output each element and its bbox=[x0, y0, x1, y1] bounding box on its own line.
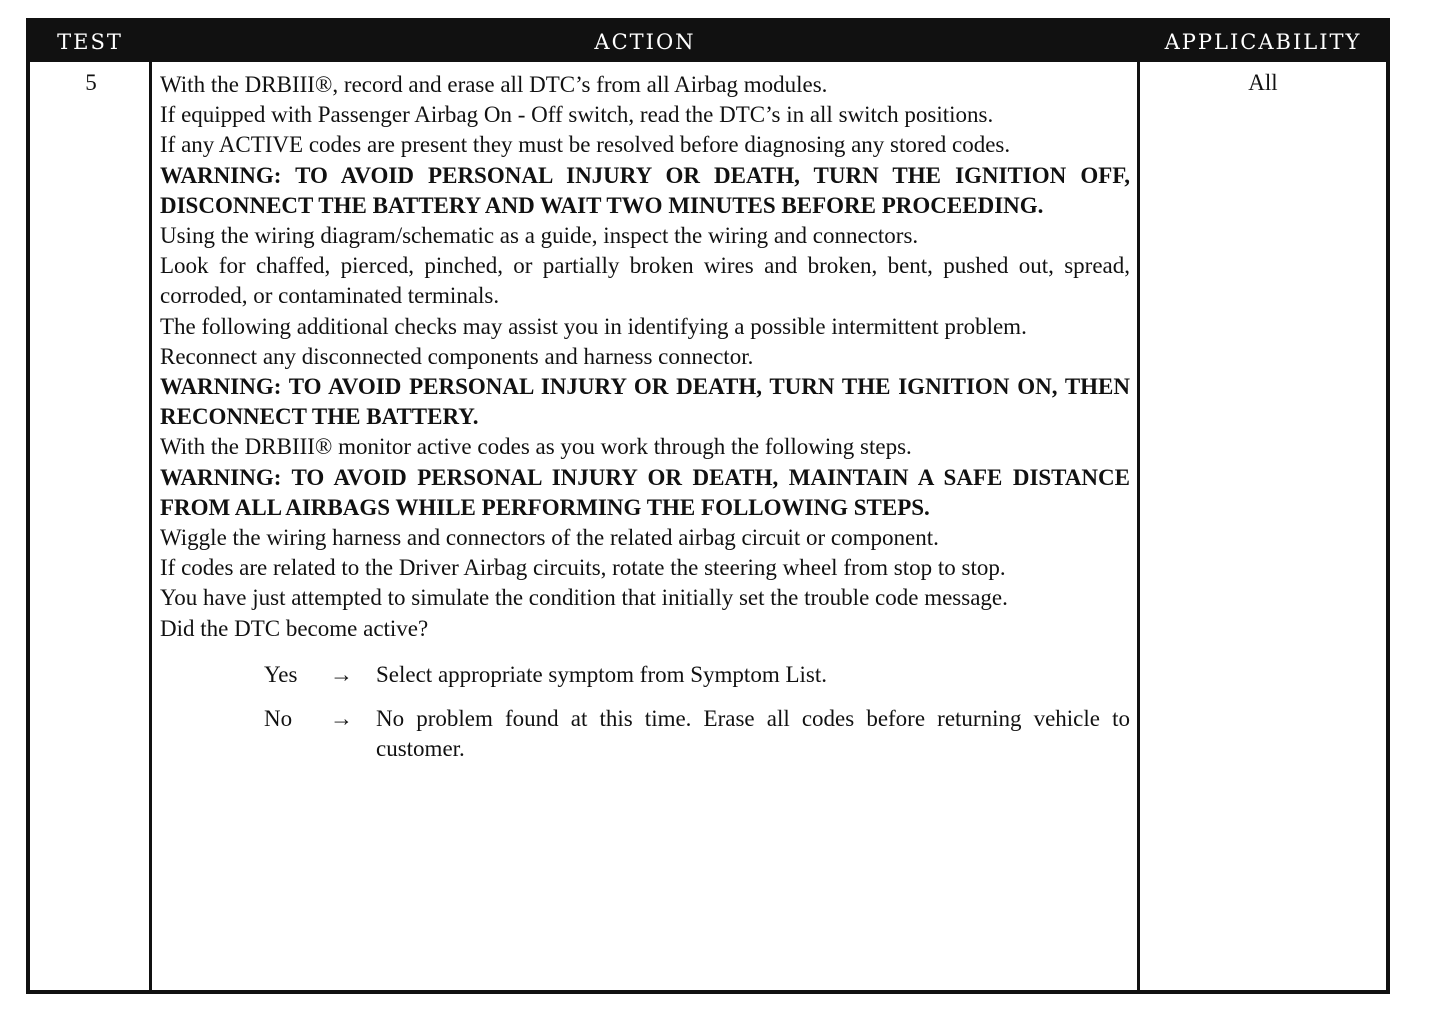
column-divider bbox=[149, 62, 152, 990]
instruction-paragraph: If codes are related to the Driver Airbag circuits, rotate the steering wheel from stop to stop. bbox=[160, 555, 1006, 581]
instruction-paragraph: Reconnect any disconnected components and harness connector. bbox=[160, 343, 754, 369]
answer-row bbox=[160, 704, 1130, 764]
instruction-paragraph: If any ACTIVE codes are present they must be resolved before diagnosing any stored codes. bbox=[160, 132, 1011, 158]
header-applicability: APPLICABILITY bbox=[1164, 30, 1362, 54]
action-cell bbox=[160, 70, 1130, 778]
instruction-paragraph: If equipped with Passenger Airbag On - Off switch, read the DTC’s in all switch positions. bbox=[160, 102, 994, 128]
test-number: 5 bbox=[85, 70, 97, 95]
instruction-paragraph: With the DRBIII®, record and erase all DTC’s from all Airbag modules. bbox=[160, 72, 828, 97]
action-paragraphs bbox=[160, 70, 1130, 644]
answer-text: Select appropriate symptom from Symptom List. bbox=[376, 661, 827, 687]
applicability-value: All bbox=[1248, 70, 1278, 95]
instruction-paragraph: The following additional checks may assist you in identifying a possible intermittent problem. bbox=[160, 313, 1027, 339]
header-test: TEST bbox=[57, 30, 123, 54]
answer-label: Yes bbox=[264, 661, 298, 687]
arrow-icon: → bbox=[330, 706, 353, 732]
instruction-paragraph: Wiggle the wiring harness and connectors of the related airbag circuit or component. bbox=[160, 525, 939, 551]
header-action: ACTION bbox=[594, 30, 696, 54]
table-header bbox=[30, 22, 1386, 62]
instruction-paragraph: You have just attempted to simulate the condition that initially set the trouble code message. bbox=[160, 585, 1008, 611]
warning-paragraph: WARNING: TO AVOID PERSONAL INJURY OR DEATH, TURN THE IGNITION ON, THEN RECONNECT THE BATTERY. bbox=[160, 374, 1130, 430]
column-divider bbox=[1137, 62, 1140, 990]
instruction-paragraph: With the DRBIII® monitor active codes as you work through the following steps. bbox=[160, 434, 912, 460]
answer-label: No bbox=[264, 706, 293, 732]
answer-text: No problem found at this time. Erase all codes before returning vehicle to customer. bbox=[376, 706, 1130, 762]
warning-paragraph: WARNING: TO AVOID PERSONAL INJURY OR DEATH, TURN THE IGNITION OFF, DISCONNECT THE BATTERY AND WAIT TWO MINUTES BEFORE PROCEEDING. bbox=[160, 162, 1130, 218]
answer-row bbox=[160, 660, 1130, 690]
warning-paragraph: WARNING: TO AVOID PERSONAL INJURY OR DEATH, MAINTAIN A SAFE DISTANCE FROM ALL AIRBAGS WHILE PERFORMING THE FOLLOWING STEPS. bbox=[160, 464, 1130, 520]
instruction-paragraph: Did the DTC become active? bbox=[160, 615, 429, 641]
instruction-paragraph: Using the wiring diagram/schematic as a guide, inspect the wiring and connectors. bbox=[160, 223, 919, 249]
diagnostic-table bbox=[26, 18, 1390, 994]
answer-list bbox=[160, 660, 1130, 765]
arrow-icon: → bbox=[330, 661, 353, 687]
instruction-paragraph: Look for chaffed, pierced, pinched, or partially broken wires and broken, bent, pushed out, spread, corroded, or contaminated terminals. bbox=[160, 253, 1130, 309]
